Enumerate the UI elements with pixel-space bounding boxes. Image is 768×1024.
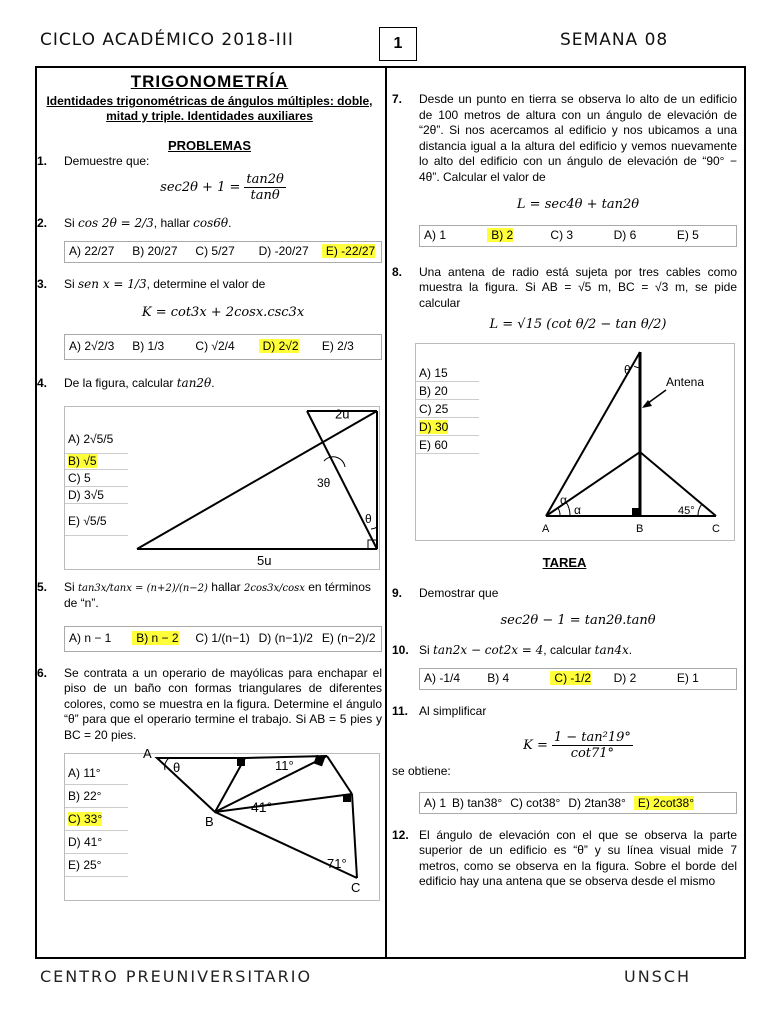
option-a[interactable]: A) 2√5/5: [65, 425, 128, 454]
option-b-correct[interactable]: [483, 228, 546, 244]
footer-right: UNSCH: [624, 967, 692, 986]
option-e[interactable]: E) 2/3: [321, 339, 354, 354]
text: Si: [419, 642, 434, 657]
label-a: A: [542, 522, 550, 535]
answer-highlight: E) -22/27: [322, 244, 375, 258]
answer-highlight: C) 33°: [68, 812, 103, 826]
option-d[interactable]: D) -20/27: [258, 244, 309, 259]
problem-11-after: se obtiene:: [392, 763, 451, 778]
equation: K = cot3x + 2cosx.csc3x: [141, 304, 305, 320]
label-alpha-2: α: [574, 502, 581, 517]
problem-number: 9.: [392, 585, 403, 600]
label-a: A: [143, 746, 152, 761]
figure-8-box: [415, 343, 735, 541]
figure-6-diagram: [127, 746, 379, 896]
fraction-numerator: tan2θ: [246, 171, 284, 187]
option-a[interactable]: A) 22/27: [69, 244, 115, 259]
column-divider: [385, 66, 387, 959]
label-theta: θ: [173, 760, 181, 775]
fraction: [552, 730, 633, 762]
option-e[interactable]: E) √5/5: [65, 507, 128, 536]
label-3theta: 3θ: [317, 475, 331, 490]
fraction-numerator: 1 − tan²19°: [553, 729, 631, 745]
figure-4-box: [64, 406, 380, 570]
problem-text: Demostrar que: [419, 585, 499, 600]
option-e[interactable]: E) 25°: [65, 854, 128, 877]
option-c[interactable]: C) cot38°: [510, 795, 561, 810]
option-b[interactable]: B) 4: [487, 671, 510, 686]
answer-highlight: B) 2: [487, 228, 513, 242]
math: tan2θ: [176, 376, 212, 390]
label-c: C: [712, 522, 720, 535]
problem-11: [392, 704, 737, 762]
fraction-denominator: tanθ: [250, 188, 280, 203]
equation: sec2θ − 1 = tan2θ.tanθ: [500, 613, 656, 628]
label-41deg: 41°: [251, 799, 273, 815]
math: 2cos3x/cosx: [243, 582, 305, 594]
problem-1: [37, 154, 382, 204]
problem-8: [392, 265, 737, 541]
option-d[interactable]: D) 3√5: [65, 488, 128, 505]
text: Si: [64, 215, 79, 230]
option-a[interactable]: A) 15: [416, 366, 479, 383]
text: , calcular: [543, 642, 595, 657]
problem-number: 5.: [37, 579, 48, 594]
option-a[interactable]: A) n − 1: [69, 630, 112, 645]
label-5u: 5u: [257, 552, 272, 567]
equation: [64, 172, 382, 204]
text: , determine el valor de: [146, 277, 266, 291]
problem-number: 2.: [37, 215, 48, 230]
answer-highlight: C) -1/2: [550, 671, 591, 685]
option-a[interactable]: A) 11°: [65, 762, 128, 785]
option-b[interactable]: B) 1/3: [132, 339, 165, 354]
options-row: [419, 668, 737, 690]
text: hallar: [207, 579, 244, 594]
problem-number: 4.: [37, 376, 48, 390]
option-e[interactable]: E) 60: [416, 438, 479, 455]
problem-number: 7.: [392, 92, 403, 106]
option-d[interactable]: D) 2: [613, 671, 637, 686]
problem-number: 8.: [392, 264, 403, 279]
answer-highlight: B) √5: [68, 453, 97, 468]
option-d[interactable]: D) 6: [613, 227, 637, 242]
figure-6-box: [64, 746, 380, 901]
label-theta: θ: [624, 362, 631, 377]
header-cycle: CICLO ACADÉMICO 2018-III: [40, 30, 294, 50]
label-theta: θ: [365, 511, 372, 526]
problem-number: 10.: [392, 642, 409, 657]
math: tan2x − cot2x = 4: [433, 642, 544, 657]
option-b[interactable]: B) 20: [416, 384, 479, 401]
math: tan3x/tanx = (n+2)/(n−2): [78, 582, 208, 594]
equation: L = √15 (cot θ/2 − tan θ/2): [489, 317, 667, 332]
option-a[interactable]: A) 1: [424, 227, 447, 242]
option-e-correct[interactable]: [630, 796, 694, 810]
math: cos6θ: [193, 215, 229, 230]
problem-4: [37, 376, 382, 570]
options-row: [64, 626, 382, 652]
option-d-correct[interactable]: [255, 339, 318, 355]
label-antena: Antena: [666, 374, 705, 389]
problem-6: [37, 666, 382, 902]
text: .: [228, 215, 232, 230]
option-c[interactable]: C) 1/(n−1): [195, 630, 250, 645]
answer-highlight: D) 2√2: [259, 339, 299, 353]
label-c: C: [351, 880, 361, 895]
option-b[interactable]: B) 20/27: [132, 244, 178, 259]
page-title: TRIGONOMETRÍA: [130, 72, 289, 91]
text: De la figura, calcular: [64, 376, 177, 390]
option-d[interactable]: D) 41°: [65, 831, 128, 854]
page-number: 1: [379, 27, 417, 61]
problem-7: [392, 92, 737, 247]
options-row-11: [419, 792, 737, 814]
option-b[interactable]: B) 22°: [65, 785, 128, 808]
option-b[interactable]: B) tan38°: [452, 795, 503, 810]
figure-8-diagram: [506, 344, 734, 540]
tarea-heading: TAREA: [542, 554, 587, 570]
math: tan4x: [594, 642, 629, 657]
option-a[interactable]: A) -1/4: [424, 671, 461, 686]
problem-number: 12.: [392, 827, 409, 842]
options-row: [64, 334, 382, 360]
label-b: B: [205, 814, 214, 829]
option-c-correct[interactable]: [546, 671, 609, 687]
option-d-correct[interactable]: [416, 420, 479, 437]
option-c[interactable]: C) 3: [550, 227, 574, 242]
option-c[interactable]: C) 25: [416, 402, 479, 419]
left-column: [37, 72, 382, 901]
page-subtitle: Identidades trigonométricas de ángulos múltiples: doble, mitad y triple. Identidades auxiliares: [46, 94, 373, 123]
option-e[interactable]: E) 1: [676, 671, 699, 686]
answer-highlight: D) 30: [419, 419, 449, 434]
fraction-denominator: cot71°: [570, 746, 615, 761]
label-11deg: 11°: [275, 758, 294, 773]
problem-5: [37, 580, 382, 652]
right-column: [392, 72, 737, 890]
option-e-correct[interactable]: [318, 244, 381, 260]
header-week: SEMANA 08: [560, 30, 669, 50]
label-b: B: [636, 522, 644, 535]
option-b-correct[interactable]: [128, 631, 191, 647]
problem-text: Demuestre que:: [64, 154, 150, 168]
option-d[interactable]: D) (n−1)/2: [258, 630, 313, 645]
option-d[interactable]: D) 2tan38°: [568, 795, 626, 810]
equation: [419, 730, 737, 762]
option-b-correct[interactable]: [65, 454, 128, 471]
problem-12: [392, 828, 737, 890]
problem-number: 11.: [392, 704, 409, 718]
equation: L = sec4θ + tan2θ: [516, 197, 640, 212]
answer-highlight: B) n − 2: [132, 631, 178, 645]
options-row: [419, 225, 737, 247]
option-e[interactable]: E) (n−2)/2: [321, 630, 376, 645]
math: cos 2θ = 2/3: [78, 215, 154, 230]
text: Si: [64, 579, 79, 594]
problem-text: Una antena de radio está sujeta por tres cables como muestra la figura. Si AB = √5 m, BC = √3 m, se pide calcular: [419, 264, 737, 310]
problem-number: 6.: [37, 665, 48, 680]
text: , hallar: [153, 215, 194, 230]
problem-number: 3.: [37, 277, 48, 291]
option-a[interactable]: A) 1: [424, 795, 447, 810]
label-2u: 2u: [335, 406, 350, 422]
problem-number: 1.: [37, 154, 48, 168]
problem-9: [392, 586, 737, 629]
problem-text: Desde un punto en tierra se observa lo alto de un edificio de 100 metros de altura con un ángulo de elevación de “2θ”. Si nos acercamos al edificio y nos ubicamos a una distancia igual a la altura del edificio y vemos nuevamente lo alto del edificio con un ángulo de elevación de “90° − 4θ”. Calcular el valor de: [419, 92, 737, 184]
options-row: [64, 241, 382, 263]
option-c[interactable]: C) 5: [65, 471, 128, 488]
text: .: [211, 376, 215, 390]
label-71deg: 71°: [327, 856, 347, 871]
answer-highlight: E) 2cot38°: [634, 796, 694, 810]
label-45deg: 45°: [678, 504, 695, 517]
option-e[interactable]: E) 5: [676, 227, 699, 242]
option-c[interactable]: C) 5/27: [195, 244, 235, 259]
text: Si: [64, 277, 79, 291]
text: en términos de “n”.: [64, 579, 371, 610]
problems-heading: PROBLEMAS: [167, 138, 252, 153]
figure-4-diagram: [127, 407, 379, 567]
label-alpha-1: α: [560, 492, 567, 507]
problem-10: [392, 643, 737, 691]
option-c-correct[interactable]: [65, 808, 128, 831]
fraction: [244, 172, 285, 204]
problem-2: [37, 216, 382, 264]
problem-text: Se contrata a un operario de mayólicas para enchapar el piso de un baño con formas triangulares de diferentes colores, como se muestra en la figura. Determine el ángulo “θ” para que el operario termine el trabajo. Si AB = 5 pies y BC = 20 pies.: [64, 665, 382, 742]
option-a[interactable]: A) 2√2/3: [69, 339, 115, 354]
footer-left: CENTRO PREUNIVERSITARIO: [40, 967, 313, 986]
eq-left: K =: [523, 737, 548, 753]
eq-left: sec2θ + 1 =: [160, 179, 241, 195]
problem-text: Al simplificar: [419, 704, 487, 718]
problem-text: El ángulo de elevación con el que se observa la parte superior de un edificio es “θ” y su línea visual mide 7 metros, como se observa en la figura. Sobre el borde del edificio hay una antena que se observa desde el mismo: [419, 827, 737, 888]
math: sen x = 1/3: [78, 277, 147, 291]
text: .: [628, 642, 633, 657]
problem-3: [37, 277, 382, 360]
option-c[interactable]: C) √2/4: [195, 339, 235, 354]
